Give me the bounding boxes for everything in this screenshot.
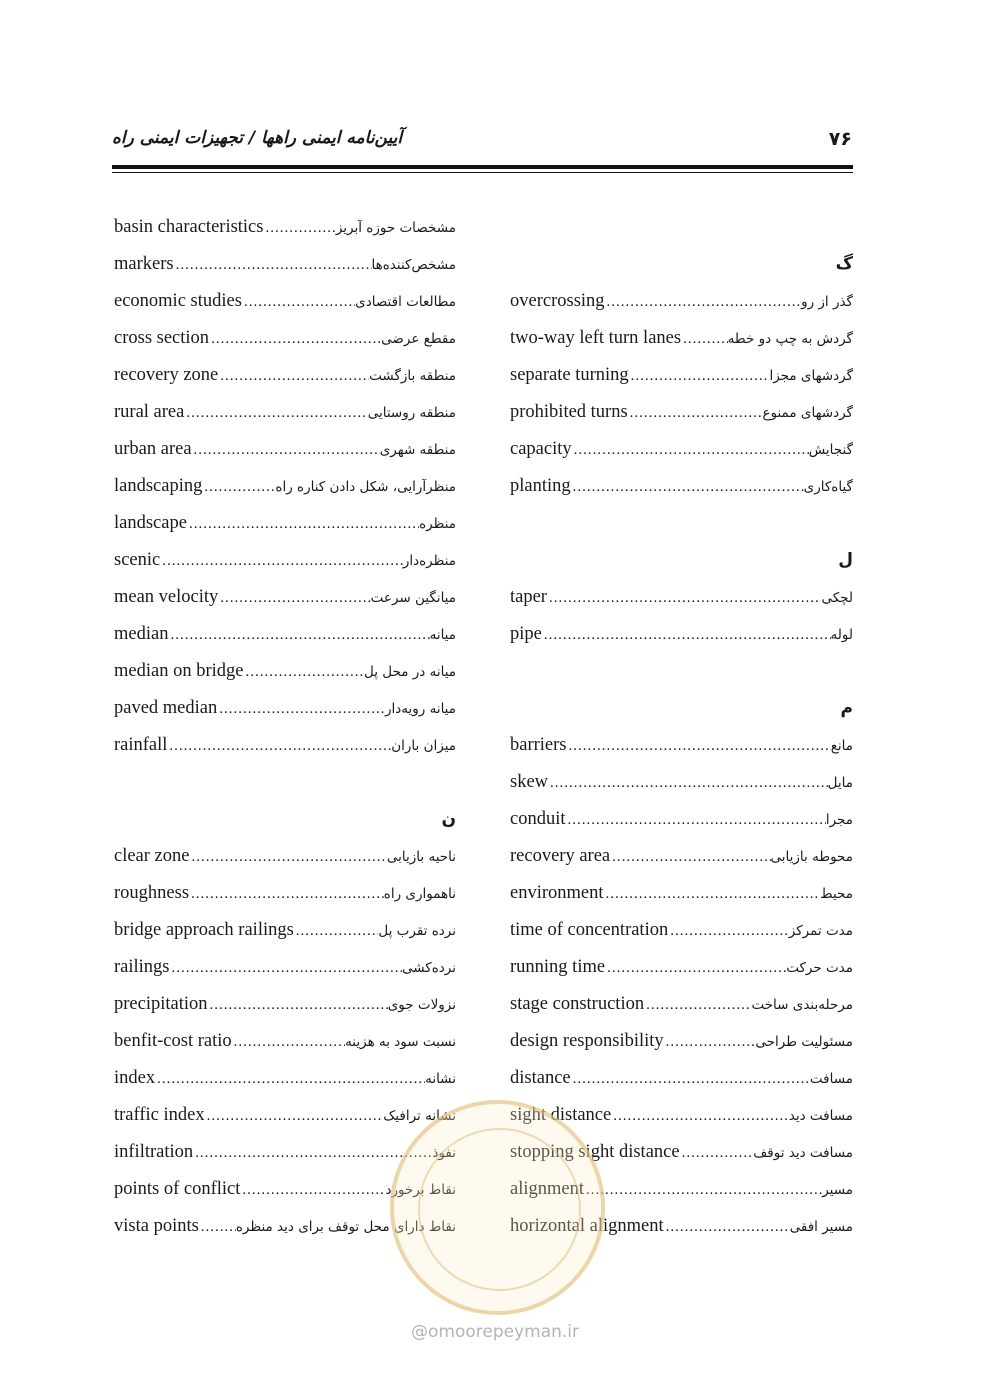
section-letter: گ bbox=[835, 254, 853, 274]
glossary-entry bbox=[510, 949, 853, 986]
entry-persian: گردش به چپ دو خطه bbox=[727, 331, 853, 347]
glossary-entry bbox=[114, 209, 456, 246]
entry-persian: منظره‌دار bbox=[402, 553, 456, 569]
entry-english: landscape bbox=[114, 513, 187, 533]
glossary-entry bbox=[114, 542, 456, 579]
glossary-entry bbox=[510, 764, 853, 801]
entry-persian: مسئولیت طراحی bbox=[755, 1034, 853, 1050]
glossary-entry bbox=[510, 912, 853, 949]
dot-leader bbox=[566, 802, 826, 838]
entry-persian: مدت تمرکز bbox=[788, 923, 853, 939]
entry-persian: مدت حرکت bbox=[786, 960, 853, 976]
dot-leader bbox=[240, 1172, 385, 1208]
entry-persian: محیط bbox=[820, 886, 853, 902]
glossary-entry bbox=[114, 912, 456, 949]
glossary-entry bbox=[510, 801, 853, 838]
entry-english: paved median bbox=[114, 698, 218, 718]
entry-persian: نفوذ bbox=[432, 1145, 456, 1161]
dot-leader bbox=[192, 432, 380, 468]
entry-persian: مسافت دید bbox=[788, 1108, 853, 1124]
dot-leader bbox=[644, 987, 751, 1023]
dot-leader bbox=[160, 543, 403, 579]
dot-leader bbox=[610, 839, 770, 875]
entry-persian: مسیر افقی bbox=[789, 1219, 853, 1235]
entry-english: bridge approach railings bbox=[114, 920, 294, 940]
entry-english: pipe bbox=[510, 624, 542, 644]
watermark-url: @omoorepeyman.ir bbox=[410, 1322, 580, 1342]
entry-persian: مانع bbox=[830, 738, 853, 754]
entry-persian: میزان باران bbox=[391, 738, 456, 754]
glossary-entry bbox=[114, 1060, 456, 1097]
entry-persian: نشانه bbox=[425, 1071, 456, 1087]
dot-leader bbox=[202, 469, 275, 505]
entry-english: barriers bbox=[510, 735, 567, 755]
dot-leader bbox=[170, 950, 402, 986]
glossary-entry bbox=[114, 1023, 456, 1060]
entry-english: stage construction bbox=[510, 994, 645, 1014]
entry-persian: مرحله‌بندی ساخت bbox=[751, 997, 853, 1013]
entry-persian: مشخص‌کننده‌ها bbox=[371, 257, 456, 273]
entry-english: overcrossing bbox=[510, 291, 605, 311]
entry-english: horizontal alignment bbox=[510, 1216, 664, 1236]
entry-persian: گیاه‌کاری bbox=[803, 479, 853, 495]
glossary-entry bbox=[510, 1134, 853, 1171]
dot-leader bbox=[664, 1209, 790, 1245]
entry-english: urban area bbox=[114, 439, 192, 459]
entry-english: recovery zone bbox=[114, 365, 219, 385]
entry-english: rainfall bbox=[114, 735, 168, 755]
entry-persian: نشانه ترافیک bbox=[383, 1108, 456, 1124]
dot-leader bbox=[548, 765, 828, 801]
glossary-entry bbox=[114, 579, 456, 616]
glossary-entry bbox=[510, 986, 853, 1023]
glossary-entry bbox=[114, 838, 456, 875]
glossary-entry bbox=[114, 727, 456, 764]
dot-leader bbox=[547, 580, 821, 616]
dot-leader bbox=[605, 950, 786, 986]
glossary-entry bbox=[114, 246, 456, 283]
glossary-entry bbox=[510, 1208, 853, 1245]
entry-english: distance bbox=[510, 1068, 571, 1088]
header-rule-thin bbox=[112, 172, 853, 173]
dot-leader bbox=[584, 1172, 822, 1208]
entry-persian: منطقه بازگشت bbox=[369, 368, 456, 384]
entry-persian: گردشهای مجزا bbox=[769, 368, 853, 384]
dot-leader bbox=[572, 432, 809, 468]
dot-leader bbox=[243, 654, 364, 690]
entry-persian: ناهمواری راه bbox=[383, 886, 456, 902]
dot-leader bbox=[208, 987, 388, 1023]
entry-english: clear zone bbox=[114, 846, 190, 866]
entry-persian: مجرا bbox=[825, 812, 853, 828]
entry-english: separate turning bbox=[510, 365, 629, 385]
dot-leader bbox=[571, 1061, 810, 1097]
entry-english: recovery area bbox=[510, 846, 611, 866]
entry-english: mean velocity bbox=[114, 587, 219, 607]
dot-leader bbox=[205, 1098, 384, 1134]
glossary-entry bbox=[114, 1097, 456, 1134]
glossary-entry bbox=[510, 468, 853, 505]
entry-english: stopping sight distance bbox=[510, 1142, 680, 1162]
entry-persian: میانه در محل پل bbox=[364, 664, 456, 680]
entry-english: benfit-cost ratio bbox=[114, 1031, 232, 1051]
glossary-entry bbox=[114, 468, 456, 505]
dot-leader bbox=[184, 395, 367, 431]
dot-leader bbox=[242, 284, 355, 320]
dot-leader bbox=[168, 617, 429, 653]
glossary-entry bbox=[510, 1023, 853, 1060]
dot-leader bbox=[193, 1135, 432, 1171]
glossary-entry bbox=[510, 727, 853, 764]
glossary-entry bbox=[510, 838, 853, 875]
entry-persian: گنجایش bbox=[808, 442, 853, 458]
dot-leader bbox=[668, 913, 789, 949]
glossary-entry bbox=[510, 357, 853, 394]
dot-leader bbox=[681, 321, 728, 357]
entry-persian: مایل bbox=[827, 775, 853, 791]
entry-english: design responsibility bbox=[510, 1031, 664, 1051]
dot-leader bbox=[189, 839, 386, 875]
dot-leader bbox=[628, 395, 763, 431]
glossary-entry bbox=[510, 431, 853, 468]
entry-english: infiltration bbox=[114, 1142, 194, 1162]
entry-persian: نرده‌کشی bbox=[401, 960, 456, 976]
glossary-entry bbox=[114, 875, 456, 912]
entry-english: capacity bbox=[510, 439, 572, 459]
entry-persian: میانگین سرعت bbox=[370, 590, 456, 606]
glossary-entry bbox=[510, 320, 853, 357]
entry-persian: نقاط دارای محل توقف برای دید منظره bbox=[235, 1219, 456, 1235]
section-letter: ن bbox=[441, 809, 456, 829]
entry-persian: مقطع عرضی bbox=[381, 331, 456, 347]
dot-leader bbox=[680, 1135, 754, 1171]
entry-persian: منظرآرایی، شکل دادن کناره راه bbox=[275, 479, 456, 495]
entry-persian: منطقه روستایی bbox=[367, 405, 456, 421]
entry-persian: لوله bbox=[830, 627, 853, 643]
entry-english: traffic index bbox=[114, 1105, 205, 1125]
header-rule-thick bbox=[112, 165, 853, 169]
entry-persian: گردشهای ممنوع bbox=[762, 405, 853, 421]
glossary-entry bbox=[114, 986, 456, 1023]
entry-english: sight distance bbox=[510, 1105, 612, 1125]
section-letter: م bbox=[840, 698, 853, 718]
entry-english: time of concentration bbox=[510, 920, 669, 940]
dot-leader bbox=[174, 247, 372, 283]
dot-leader bbox=[232, 1024, 345, 1060]
dot-leader bbox=[605, 284, 802, 320]
glossary-entry bbox=[510, 1171, 853, 1208]
entry-english: railings bbox=[114, 957, 170, 977]
entry-english: index bbox=[114, 1068, 156, 1088]
dot-leader bbox=[187, 506, 419, 542]
entry-persian: ناحیه بازیابی bbox=[386, 849, 456, 865]
glossary-entry bbox=[114, 394, 456, 431]
entry-persian: نرده تقرب پل bbox=[378, 923, 456, 939]
entry-english: points of conflict bbox=[114, 1179, 241, 1199]
dot-leader bbox=[209, 321, 381, 357]
glossary-entry bbox=[114, 1171, 456, 1208]
dot-leader bbox=[542, 617, 831, 653]
right-column bbox=[510, 209, 853, 1269]
entry-persian: مسافت bbox=[809, 1071, 853, 1087]
entry-english: running time bbox=[510, 957, 606, 977]
glossary-entry bbox=[114, 1134, 456, 1171]
glossary-entry bbox=[114, 431, 456, 468]
entry-persian: میانه bbox=[429, 627, 456, 643]
entry-persian: مطالعات اقتصادی bbox=[355, 294, 456, 310]
entry-english: conduit bbox=[510, 809, 566, 829]
glossary-entry bbox=[114, 320, 456, 357]
dot-leader bbox=[199, 1209, 236, 1245]
entry-english: cross section bbox=[114, 328, 210, 348]
glossary-entry bbox=[114, 653, 456, 690]
entry-english: median on bridge bbox=[114, 661, 244, 681]
glossary-entry bbox=[114, 1208, 456, 1245]
entry-persian: نقاط برخورد bbox=[385, 1182, 456, 1198]
entry-persian: نسبت سود به هزینه bbox=[345, 1034, 456, 1050]
entry-english: rural area bbox=[114, 402, 185, 422]
entry-english: prohibited turns bbox=[510, 402, 628, 422]
dot-leader bbox=[155, 1061, 425, 1097]
glossary-entry bbox=[114, 283, 456, 320]
entry-english: precipitation bbox=[114, 994, 208, 1014]
glossary-entry bbox=[510, 394, 853, 431]
dot-leader bbox=[604, 876, 821, 912]
entry-persian: منظره bbox=[419, 516, 456, 532]
glossary-entry bbox=[114, 690, 456, 727]
dot-leader bbox=[294, 913, 379, 949]
glossary-entry bbox=[510, 1097, 853, 1134]
dot-leader bbox=[218, 580, 370, 616]
dot-leader bbox=[571, 469, 804, 505]
entry-english: markers bbox=[114, 254, 174, 274]
entry-persian: میانه رویه‌دار bbox=[384, 701, 456, 717]
entry-english: basin characteristics bbox=[114, 217, 264, 237]
glossary-entry bbox=[510, 283, 853, 320]
entry-persian: گذر از رو bbox=[801, 294, 853, 310]
dot-leader bbox=[611, 1098, 789, 1134]
entry-english: two-way left turn lanes bbox=[510, 328, 682, 348]
entry-persian: مسافت دید توقف bbox=[753, 1145, 853, 1161]
glossary-entry bbox=[114, 505, 456, 542]
dot-leader bbox=[167, 728, 391, 764]
glossary-entry bbox=[114, 357, 456, 394]
dot-leader bbox=[567, 728, 831, 764]
entry-english: taper bbox=[510, 587, 547, 607]
glossary-entry bbox=[510, 579, 853, 616]
glossary-entry bbox=[114, 616, 456, 653]
entry-english: landscaping bbox=[114, 476, 203, 496]
entry-persian: مشخصات حوزه آبریز bbox=[335, 220, 456, 236]
entry-persian: لچکی bbox=[821, 590, 853, 606]
entry-english: economic studies bbox=[114, 291, 242, 311]
entry-english: vista points bbox=[114, 1216, 199, 1236]
entry-persian: نزولات جوی bbox=[387, 997, 456, 1013]
entry-english: scenic bbox=[114, 550, 161, 570]
dot-leader bbox=[664, 1024, 756, 1060]
dot-leader bbox=[629, 358, 770, 394]
entry-persian: مسیر bbox=[822, 1182, 853, 1198]
glossary-entry bbox=[510, 616, 853, 653]
glossary-entry bbox=[114, 949, 456, 986]
dot-leader bbox=[218, 358, 369, 394]
glossary-entry bbox=[510, 875, 853, 912]
entry-persian: محوطه بازیابی bbox=[770, 849, 853, 865]
section-letter: ل bbox=[838, 550, 853, 570]
dot-leader bbox=[263, 210, 335, 246]
left-column bbox=[114, 209, 456, 1269]
entry-english: skew bbox=[510, 772, 549, 792]
page-number: ۷۶ bbox=[828, 128, 852, 150]
entry-english: roughness bbox=[114, 883, 190, 903]
entry-english: alignment bbox=[510, 1179, 584, 1199]
dot-leader bbox=[189, 876, 384, 912]
entry-english: planting bbox=[510, 476, 571, 496]
running-header-title: آیین‌نامه ایمنی راهها / تجهیزات ایمنی راه bbox=[112, 128, 403, 148]
glossary-entry bbox=[510, 1060, 853, 1097]
entry-persian: منطقه شهری bbox=[379, 442, 456, 458]
dot-leader bbox=[217, 691, 385, 727]
entry-english: median bbox=[114, 624, 169, 644]
entry-english: environment bbox=[510, 883, 604, 903]
